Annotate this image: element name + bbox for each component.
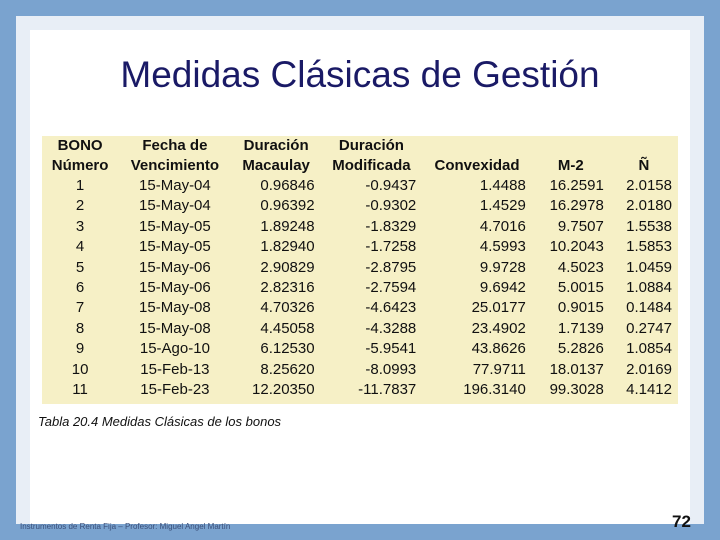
table-cell: 1.4488	[479, 177, 526, 194]
table-cell: 2.0180	[626, 197, 672, 215]
table-cell: -8.0993	[365, 360, 417, 378]
table-cell: 196.3140	[463, 381, 526, 399]
table-cell: 1.5853	[626, 238, 672, 256]
table-cell: 0.2747	[626, 319, 672, 337]
table-cell: 0.9015	[557, 299, 604, 317]
table-cell: 4.5993	[479, 238, 526, 256]
table-cell: 9	[75, 340, 85, 358]
table-cell: 11	[72, 381, 88, 399]
table-cell: 8	[75, 319, 85, 337]
table-cell: 9.9728	[479, 258, 526, 276]
column-header-top: Fecha de	[142, 137, 208, 154]
table-cell: 2.0158	[626, 177, 672, 194]
column-header: Modificada	[332, 157, 411, 174]
table-cell: 15-Feb-23	[140, 381, 210, 399]
table-cell: -11.7837	[358, 381, 417, 399]
table-cell: -4.6423	[365, 299, 417, 317]
table-cell: 3	[75, 217, 85, 235]
header-row-1	[42, 136, 678, 156]
table-cell: 15-May-04	[139, 177, 211, 194]
table-cell: 15-May-06	[139, 279, 211, 297]
table-caption: Tabla 20.4 Medidas Clásicas de los bonos	[38, 414, 282, 429]
table-header	[42, 136, 678, 176]
table-cell: 2	[75, 197, 85, 215]
table-cell: -4.3288	[365, 319, 417, 337]
bond-table-panel	[42, 136, 678, 404]
table-row	[42, 217, 678, 237]
table-cell: -0.9437	[365, 177, 417, 194]
column-header-top	[532, 136, 610, 156]
table-cell: 10	[71, 360, 89, 378]
table-cell: 1.5538	[626, 217, 672, 235]
column-header-top: Duración	[243, 137, 309, 154]
table-cell: 1.0459	[626, 258, 672, 276]
table-row	[42, 319, 678, 339]
table-cell: 16.2591	[549, 177, 604, 194]
table-cell: 1.82940	[260, 238, 315, 256]
table-cell: -5.9541	[365, 340, 417, 358]
footer-text: Instrumentos de Renta Fija – Profesor: Miguel Angel Martín	[20, 522, 231, 531]
table-cell: 4.70326	[260, 299, 315, 317]
table-row	[42, 176, 678, 196]
table-cell: 2.0169	[626, 360, 672, 378]
table-cell: 15-May-05	[139, 217, 211, 235]
header-row-2	[42, 156, 678, 176]
table-row	[42, 360, 678, 380]
table-row	[42, 278, 678, 298]
table-cell: 1.7139	[557, 319, 604, 337]
table-row	[42, 196, 678, 216]
table-cell: 8.25620	[260, 360, 315, 378]
bond-table	[42, 136, 678, 400]
column-header-top: BONO	[57, 137, 103, 154]
table-cell: 15-May-08	[139, 319, 211, 337]
column-header-top: Duración	[338, 137, 404, 154]
table-row	[42, 237, 678, 257]
table-cell: 4.1412	[626, 381, 672, 399]
table-cell: 0.96846	[260, 177, 315, 194]
table-cell: 5.2826	[557, 340, 604, 358]
table-cell: 4	[75, 238, 85, 256]
table-cell: 43.8626	[471, 340, 526, 358]
table-cell: 0.96392	[260, 197, 315, 215]
table-cell: 18.0137	[549, 360, 604, 378]
table-cell: 1.89248	[260, 217, 315, 235]
table-cell: 1.0854	[626, 340, 672, 358]
table-cell: 7	[75, 299, 85, 317]
table-cell: 12.20350	[252, 381, 315, 399]
table-cell: 1.0884	[626, 279, 672, 297]
column-header: Convexidad	[434, 157, 520, 174]
table-cell: 15-May-05	[139, 238, 211, 256]
table-cell: 25.0177	[471, 299, 526, 317]
table-body	[42, 176, 678, 400]
column-header: M-2	[557, 157, 584, 174]
table-cell: 99.3028	[549, 381, 604, 399]
slide-top-band	[16, 16, 704, 30]
table-row	[42, 258, 678, 278]
table-cell: 1	[75, 177, 85, 194]
column-header: Macaulay	[242, 157, 310, 174]
table-cell: 10.2043	[549, 238, 604, 256]
column-header-top	[610, 136, 678, 156]
table-cell: 5.0015	[557, 279, 604, 297]
table-cell: 4.5023	[557, 258, 604, 276]
page-number: 72	[672, 512, 691, 531]
table-cell: 4.7016	[479, 217, 526, 235]
table-cell: -1.8329	[365, 217, 417, 235]
table-cell: 6.12530	[260, 340, 315, 358]
table-cell: 15-May-06	[139, 258, 211, 276]
table-cell: 15-May-04	[139, 197, 211, 215]
table-row	[42, 339, 678, 359]
table-cell: 15-Ago-10	[139, 340, 210, 358]
slide-title: Medidas Clásicas de Gestión	[120, 54, 600, 95]
table-cell: 2.90829	[260, 258, 315, 276]
table-cell: -2.7594	[365, 279, 417, 297]
table-cell: 9.7507	[557, 217, 604, 235]
table-cell: 5	[75, 258, 85, 276]
table-cell: 15-Feb-13	[140, 360, 210, 378]
table-cell: 23.4902	[471, 319, 526, 337]
table-cell: 9.6942	[479, 279, 526, 297]
table-cell: -1.7258	[365, 238, 417, 256]
table-cell: 4.45058	[260, 319, 315, 337]
table-cell: 15-May-08	[139, 299, 211, 317]
table-cell: 0.1484	[626, 299, 672, 317]
table-row	[42, 380, 678, 400]
table-cell: 16.2978	[549, 197, 604, 215]
table-cell: 2.82316	[260, 279, 315, 297]
column-header-top	[422, 136, 532, 156]
column-header: Ñ	[638, 157, 650, 174]
column-header: Número	[51, 157, 109, 174]
table-cell: 1.4529	[479, 197, 526, 215]
column-header: Vencimiento	[130, 157, 220, 174]
table-cell: 77.9711	[472, 360, 526, 378]
table-cell: -0.9302	[365, 197, 417, 215]
table-cell: 6	[75, 279, 85, 297]
table-cell: -2.8795	[365, 258, 417, 276]
table-row	[42, 298, 678, 318]
